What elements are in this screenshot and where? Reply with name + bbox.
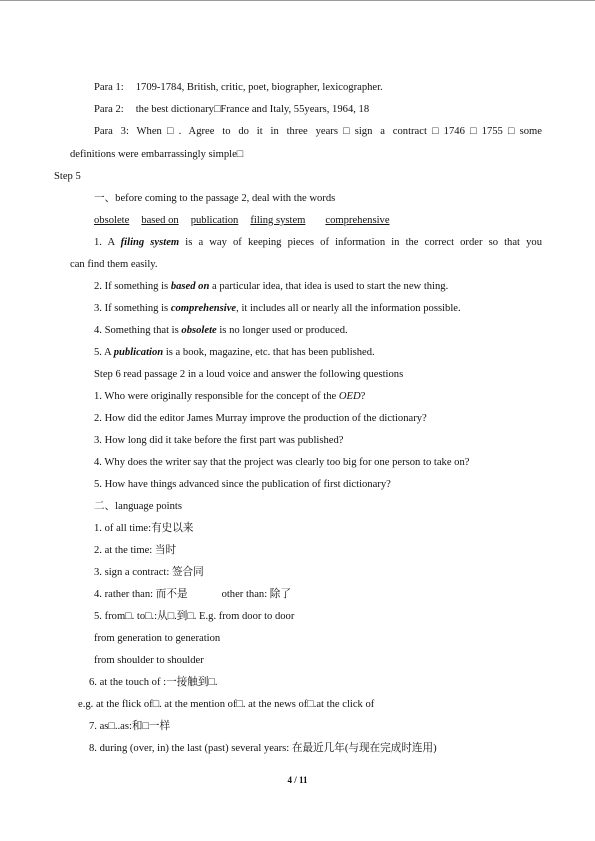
def-term: publication — [113, 347, 164, 358]
vocab-word: obsolete — [94, 215, 130, 226]
para1-summary — [94, 81, 383, 94]
para1-text: 1709-1784, British, critic, poet, biographer, lexicographer. — [135, 82, 383, 93]
question-3: 3. How long did it take before the first part was published? — [94, 435, 344, 446]
lp4-other-than: other than: 除了 — [221, 589, 291, 600]
definition-1-cont: can find them easily. — [70, 259, 158, 270]
page-number: 4 / 11 — [287, 775, 308, 785]
para2-summary — [94, 103, 369, 116]
language-point-3: 3. sign a contract: 签合同 — [94, 567, 204, 578]
words-intro: 一、before coming to the passage 2, deal with the words — [94, 193, 336, 204]
language-point-6-examples: e.g. at the flick of□. at the mention of□. at the news of□.at the click of — [78, 699, 375, 710]
def-text: is a way of keeping pieces of information in the correct order so that you — [179, 237, 543, 248]
language-points-heading: 二、language points — [94, 501, 182, 512]
para3-summary-cont: definitions were embarrassingly simple□ — [70, 149, 244, 160]
question-5: 5. How have things advanced since the publication of first dictionary? — [94, 479, 391, 490]
def-prefix: 3. If something is — [94, 303, 171, 314]
def-text: , it includes all or nearly all the information possible. — [236, 303, 461, 314]
question-mark: ? — [360, 391, 366, 402]
def-text: a particular idea, that idea is used to start the new thing. — [209, 281, 449, 292]
definition-1 — [94, 236, 542, 249]
language-point-1: 1. of all time:有史以来 — [94, 523, 194, 534]
para3-summary: Para 3: When□. Agree to do it in three years□sign a contract□1746□1755□some — [94, 126, 542, 137]
def-text: is a book, magazine, etc. that has been published. — [163, 347, 375, 358]
definition-3 — [94, 302, 461, 315]
question-term: OED — [338, 391, 361, 402]
language-point-6: 6. at the touch of :一接触到□. — [89, 677, 218, 688]
language-point-7: 7. as□..as:和□一样 — [89, 721, 171, 732]
question-text: 1. Who were originally responsible for the concept of the — [94, 391, 339, 402]
def-prefix: 1. A — [94, 237, 121, 248]
para2-label: Para 2: — [94, 104, 124, 115]
def-term: obsolete — [181, 325, 217, 336]
def-prefix: 2. If something is — [94, 281, 171, 292]
definition-4 — [94, 324, 348, 337]
question-2: 2. How did the editor James Murray improve the production of the dictionary? — [94, 413, 427, 424]
def-term: based on — [170, 281, 210, 292]
language-point-5-example-2: from generation to generation — [94, 633, 221, 644]
def-prefix: 4. Something that is — [94, 325, 182, 336]
question-4: 4. Why does the writer say that the project was clearly too big for one person to take on? — [94, 457, 470, 468]
def-term: filing system — [120, 237, 180, 248]
language-point-5-example-3: from shoulder to shoulder — [94, 655, 204, 666]
language-point-2: 2. at the time: 当时 — [94, 545, 177, 556]
def-prefix: 5. A — [94, 347, 114, 358]
step5-heading: Step 5 — [54, 171, 81, 182]
language-point-8: 8. during (over, in) the last (past) several years: 在最近几年(与现在完成时连用) — [89, 743, 437, 754]
language-point-5: 5. from□. to□.:从□.到□. E.g. from door to door — [94, 611, 295, 622]
language-point-4 — [94, 588, 291, 601]
vocab-word: filing system — [250, 215, 306, 226]
question-1 — [94, 390, 365, 403]
def-term: comprehensive — [170, 303, 237, 314]
para1-label: Para 1: — [94, 82, 124, 93]
lp4-rather-than: 4. rather than: 而不是 — [94, 589, 188, 600]
definition-2 — [94, 280, 448, 293]
step6-heading: Step 6 read passage 2 in a loud voice and answer the following questions — [94, 369, 404, 380]
definition-5 — [94, 346, 375, 359]
vocabulary-list — [94, 214, 390, 227]
vocab-word: publication — [190, 215, 239, 226]
vocab-word: comprehensive — [325, 215, 390, 226]
para2-text: the best dictionary□France and Italy, 55years, 1964, 18 — [135, 104, 370, 115]
vocab-word: based on — [141, 215, 179, 226]
top-border — [0, 0, 595, 1]
def-text: is no longer used or produced. — [216, 325, 348, 336]
